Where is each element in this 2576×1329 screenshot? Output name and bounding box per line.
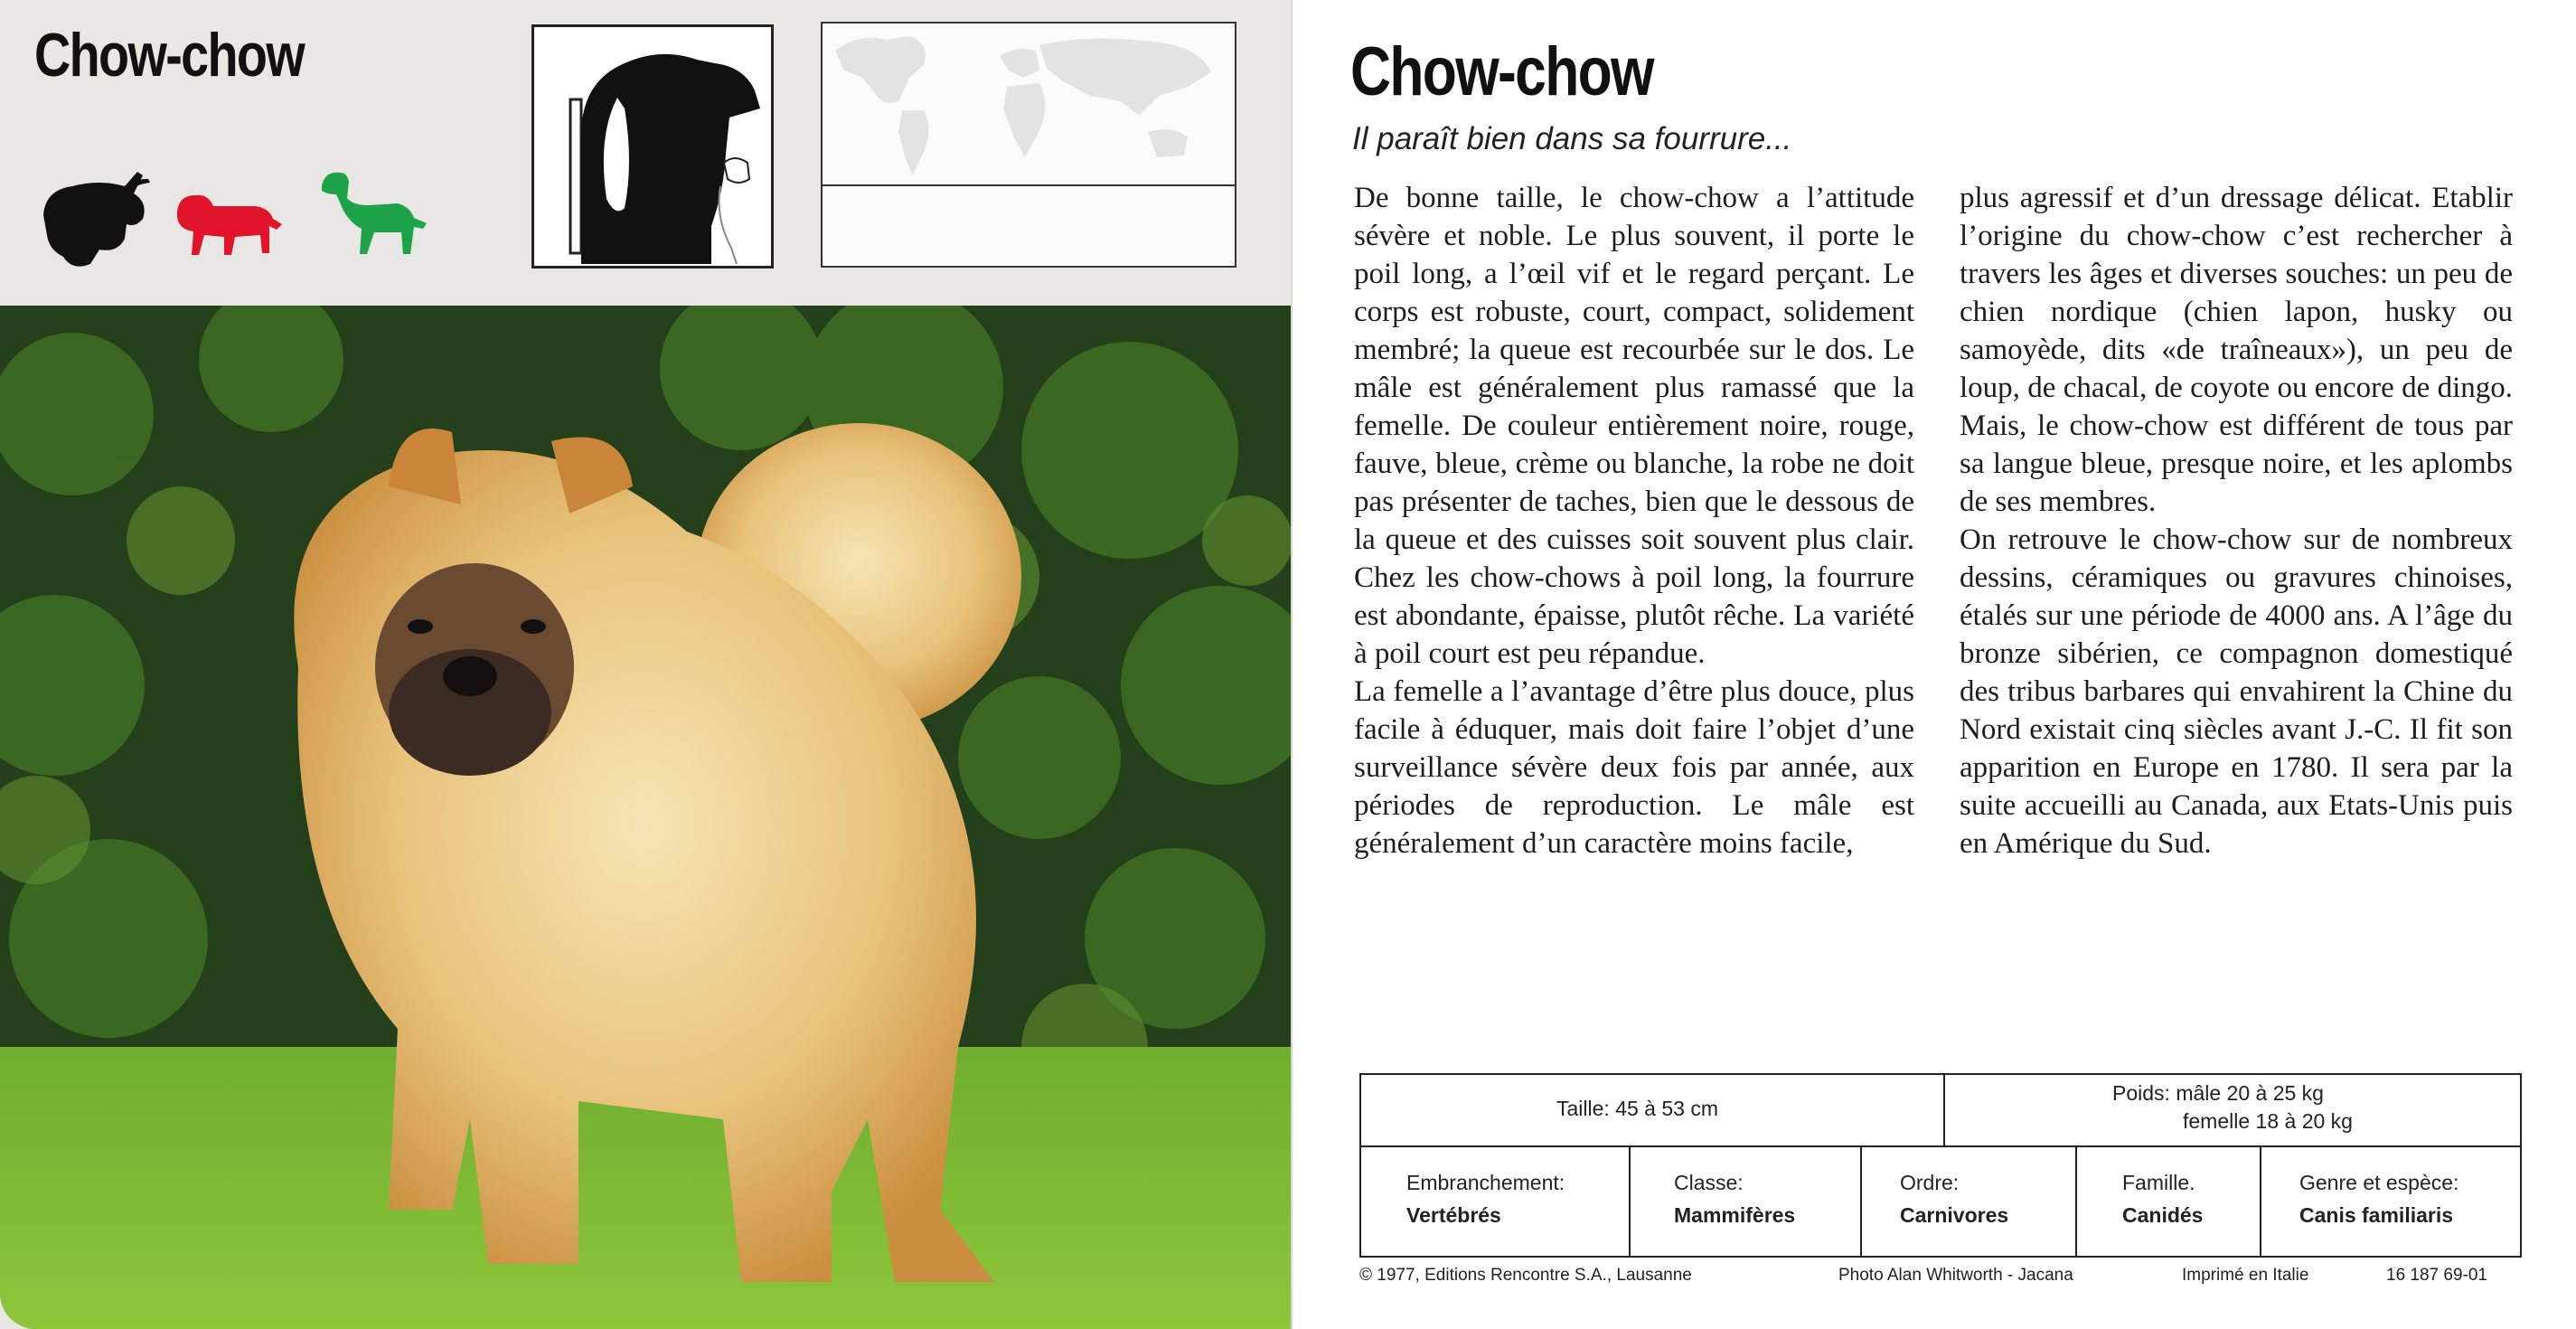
lion-icon — [172, 190, 285, 262]
paragraph: plus agressif et d’un dressage délicat. Etablir l’origine du chow-chow c’est rechercher à travers les âges et diverses souches: un peu de chien nordique (chien lapon, husky ou samoyède, dits «de traîneaux»), un peu de loup, de chacal, de coyote ou encore de dingo. Mais, le chow-chow est différent de tous par sa langue bleue, presque noire, et les aplombs de ses membres. — [1960, 182, 2513, 518]
taxonomy-row — [1361, 1147, 2520, 1258]
taxonomy-label: Embranchement: — [1406, 1171, 1565, 1194]
taxonomy-value: Canis familiaris — [2299, 1203, 2454, 1227]
text-column-2 — [1960, 179, 2513, 862]
bull-icon — [36, 163, 154, 271]
taxonomy-cell — [2261, 1147, 2520, 1258]
dog-head-icon — [531, 24, 774, 269]
taxonomy-value: Vertébrés — [1406, 1203, 1501, 1227]
size-text: Taille: 45 à 53 cm — [1556, 1097, 1718, 1120]
taxonomy-value: Canidés — [2122, 1203, 2204, 1227]
taxonomy-label: Ordre: — [1900, 1171, 1960, 1194]
photo-credit: Photo Alan Whitworth - Jacana — [1838, 1266, 2073, 1285]
dog-photo — [0, 306, 1291, 1329]
taxonomy-cell — [1361, 1147, 1631, 1258]
taxonomy-label: Famille. — [2122, 1171, 2195, 1194]
paragraph: La femelle a l’avantage d’être plus douce, plus facile à éduquer, mais doit faire l’objet d’une surveillance sévère deux fois par année, aux périodes de reproduction. Le mâle est généralement d’un caractère moins facile, — [1354, 675, 1914, 860]
taxonomy-cell — [1631, 1147, 1862, 1258]
text-column-1 — [1354, 179, 1914, 862]
page-title: Chow-chow — [1350, 33, 1653, 110]
copyright-text: © 1977, Editions Rencontre S.A., Lausanne — [1359, 1266, 1692, 1285]
taxonomy-value: Carnivores — [1900, 1203, 2009, 1227]
measurements-row — [1361, 1075, 2520, 1147]
card-code: 16 187 69-01 — [2386, 1266, 2487, 1285]
card-title: Chow-chow — [34, 21, 305, 90]
printed-in: Imprimé en Italie — [2182, 1266, 2309, 1285]
weight-cell — [1945, 1075, 2520, 1145]
footer — [1359, 1266, 2525, 1293]
map-divider — [823, 184, 1235, 186]
dog-icon — [316, 167, 429, 262]
weight-male: Poids: mâle 20 à 25 kg — [2112, 1081, 2324, 1105]
world-map-icon — [821, 22, 1236, 268]
taxonomy-label: Genre et espèce: — [2299, 1171, 2459, 1194]
info-table — [1359, 1073, 2522, 1258]
paragraph: On retrouve le chow-chow sur de nombreux dessins, céramiques ou gravures chinoises, étalés sur une période de 4000 ans. A l’âge du bronze sibérien, ce compagnon domestiqué des tribus barbares qui envahirent la Chine du Nord existait cinq siècles avant J.-C. Il fit son apparition en Europe en 1780. Il sera par la suite accueilli au Canada, aux Etats-Unis puis en Amérique du Sud. — [1960, 523, 2513, 860]
weight-female: femelle 18 à 20 kg — [2183, 1109, 2353, 1133]
taxonomy-label: Classe: — [1674, 1171, 1744, 1194]
size-cell — [1361, 1075, 1945, 1145]
page-subtitle: Il paraît bien dans sa fourrure... — [1352, 121, 1792, 156]
taxonomy-value: Mammifères — [1674, 1203, 1796, 1227]
taxonomy-cell — [1862, 1147, 2077, 1258]
taxonomy-cell — [2077, 1147, 2261, 1258]
paragraph: De bonne taille, le chow-chow a l’attitude sévère et noble. Le plus souvent, il porte le poil long, a l’œil vif et le regard perçant. Le corps est robuste, court, compact, solidement membré; la queue est recourbée sur le dos. Le mâle est généralement plus ramassé que la femelle. De couleur entièrement noire, rouge, fauve, bleue, crème ou blanche, la robe ne doit pas présenter de taches, bien que le dessous de la queue et des cuisses soit souvent plus clair. Chez les chow-chows à poil long, la fourrure est abondante, épaisse, plutôt rêche. La variété à poil court est peu répandue. — [1354, 182, 1914, 670]
